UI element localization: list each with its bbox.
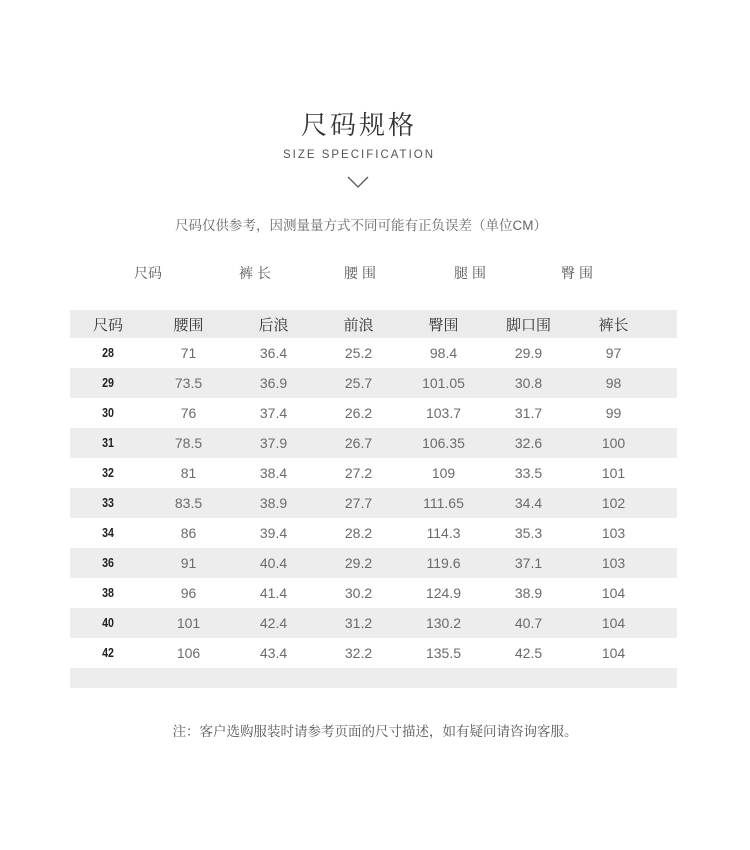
table-row <box>70 338 677 368</box>
back-rise-cell: 36.4 <box>259 345 288 361</box>
leg-opening-cell: 32.6 <box>514 435 543 451</box>
front-rise-cell: 25.2 <box>344 345 373 361</box>
table-filler-row <box>70 668 677 688</box>
hip-cell: 114.3 <box>426 525 461 541</box>
length-cell: 104 <box>601 585 626 601</box>
column-header-front-rise: 前浪 <box>343 316 374 334</box>
back-rise-cell: 37.4 <box>259 405 288 421</box>
column-header-hip: 臀围 <box>428 316 459 334</box>
leg-opening-cell: 35.3 <box>514 525 543 541</box>
front-rise-cell: 27.7 <box>344 495 373 511</box>
waist-cell: 106 <box>176 645 201 661</box>
size-cell: 31 <box>102 436 114 450</box>
table-header-row <box>70 310 677 338</box>
size-cell: 36 <box>102 556 114 570</box>
size-cell: 32 <box>102 466 114 480</box>
waist-cell: 86 <box>180 525 197 541</box>
waist-cell: 91 <box>180 555 197 571</box>
table-row <box>70 428 677 458</box>
category-label-leg: 腿 围 <box>454 265 486 281</box>
size-cell: 33 <box>102 496 114 510</box>
column-header-leg-opening: 脚口围 <box>505 316 551 334</box>
waist-cell: 96 <box>180 585 197 601</box>
chevron-down-icon <box>347 176 369 189</box>
footer-note: 注：客户选购服装时请参考页面的尺寸描述，如有疑问请咨询客服。 <box>172 724 578 739</box>
back-rise-cell: 39.4 <box>259 525 288 541</box>
size-disclaimer: 尺码仅供参考，因测量量方式不同可能有正负误差（单位CM） <box>175 218 547 233</box>
column-header-size: 尺码 <box>92 316 123 334</box>
leg-opening-cell: 40.7 <box>514 615 543 631</box>
back-rise-cell: 41.4 <box>259 585 288 601</box>
hip-cell: 103.7 <box>425 405 462 421</box>
table-row <box>70 488 677 518</box>
length-cell: 98 <box>605 375 622 391</box>
front-rise-cell: 28.2 <box>344 525 373 541</box>
leg-opening-cell: 30.8 <box>514 375 543 391</box>
back-rise-cell: 38.9 <box>259 495 288 511</box>
hip-cell: 119.6 <box>426 555 461 571</box>
front-rise-cell: 25.7 <box>344 375 373 391</box>
length-cell: 104 <box>601 645 626 661</box>
category-label-waist: 腰 围 <box>344 265 376 281</box>
size-cell: 29 <box>102 376 114 390</box>
column-header-length: 裤长 <box>598 316 629 334</box>
table-row <box>70 578 677 608</box>
back-rise-cell: 40.4 <box>259 555 288 571</box>
table-row <box>70 548 677 578</box>
length-cell: 97 <box>605 345 622 361</box>
hip-cell: 111.65 <box>423 495 464 511</box>
hip-cell: 135.5 <box>425 645 462 661</box>
back-rise-cell: 36.9 <box>259 375 288 391</box>
length-cell: 101 <box>601 465 626 481</box>
size-cell: 28 <box>102 346 114 360</box>
front-rise-cell: 29.2 <box>344 555 373 571</box>
hip-cell: 98.4 <box>429 345 458 361</box>
table-row <box>70 458 677 488</box>
size-cell: 38 <box>102 586 114 600</box>
leg-opening-cell: 38.9 <box>514 585 543 601</box>
front-rise-cell: 26.2 <box>344 405 373 421</box>
size-cell: 30 <box>102 406 114 420</box>
page-title: 尺码规格 <box>300 110 417 140</box>
back-rise-cell: 42.4 <box>259 615 288 631</box>
page-subtitle: SIZE SPECIFICATION <box>282 149 436 161</box>
table-row <box>70 398 677 428</box>
hip-cell: 106.35 <box>422 435 465 451</box>
front-rise-cell: 31.2 <box>344 615 373 631</box>
front-rise-cell: 27.2 <box>344 465 373 481</box>
waist-cell: 101 <box>176 615 201 631</box>
back-rise-cell: 37.9 <box>259 435 288 451</box>
size-cell: 42 <box>102 646 114 660</box>
leg-opening-cell: 42.5 <box>514 645 543 661</box>
waist-cell: 71 <box>180 345 197 361</box>
hip-cell: 130.2 <box>425 615 462 631</box>
category-label-length: 裤 长 <box>239 265 271 281</box>
hip-cell: 101.05 <box>422 375 465 391</box>
table-row <box>70 368 677 398</box>
table-row <box>70 608 677 638</box>
waist-cell: 73.5 <box>174 375 203 391</box>
front-rise-cell: 26.7 <box>344 435 373 451</box>
length-cell: 99 <box>605 405 622 421</box>
front-rise-cell: 30.2 <box>344 585 373 601</box>
leg-opening-cell: 34.4 <box>514 495 543 511</box>
size-cell: 40 <box>102 616 114 630</box>
back-rise-cell: 38.4 <box>259 465 288 481</box>
length-cell: 102 <box>601 495 626 511</box>
category-label-hip: 臀 围 <box>561 265 593 281</box>
hip-cell: 109 <box>431 465 456 481</box>
length-cell: 104 <box>601 615 626 631</box>
waist-cell: 83.5 <box>174 495 203 511</box>
back-rise-cell: 43.4 <box>259 645 288 661</box>
size-table <box>70 310 677 688</box>
length-cell: 100 <box>601 435 626 451</box>
column-header-waist: 腰围 <box>173 316 204 334</box>
waist-cell: 81 <box>180 465 197 481</box>
waist-cell: 76 <box>180 405 197 421</box>
leg-opening-cell: 29.9 <box>514 345 543 361</box>
table-body <box>70 338 677 668</box>
category-label-size: 尺码 <box>134 265 162 281</box>
leg-opening-cell: 33.5 <box>514 465 543 481</box>
leg-opening-cell: 37.1 <box>514 555 543 571</box>
leg-opening-cell: 31.7 <box>514 405 543 421</box>
waist-cell: 78.5 <box>174 435 203 451</box>
hip-cell: 124.9 <box>425 585 462 601</box>
column-header-back-rise: 后浪 <box>258 316 289 334</box>
length-cell: 103 <box>601 525 626 541</box>
table-row <box>70 638 677 668</box>
length-cell: 103 <box>601 555 626 571</box>
size-cell: 34 <box>102 526 114 540</box>
front-rise-cell: 32.2 <box>344 645 373 661</box>
table-row <box>70 518 677 548</box>
